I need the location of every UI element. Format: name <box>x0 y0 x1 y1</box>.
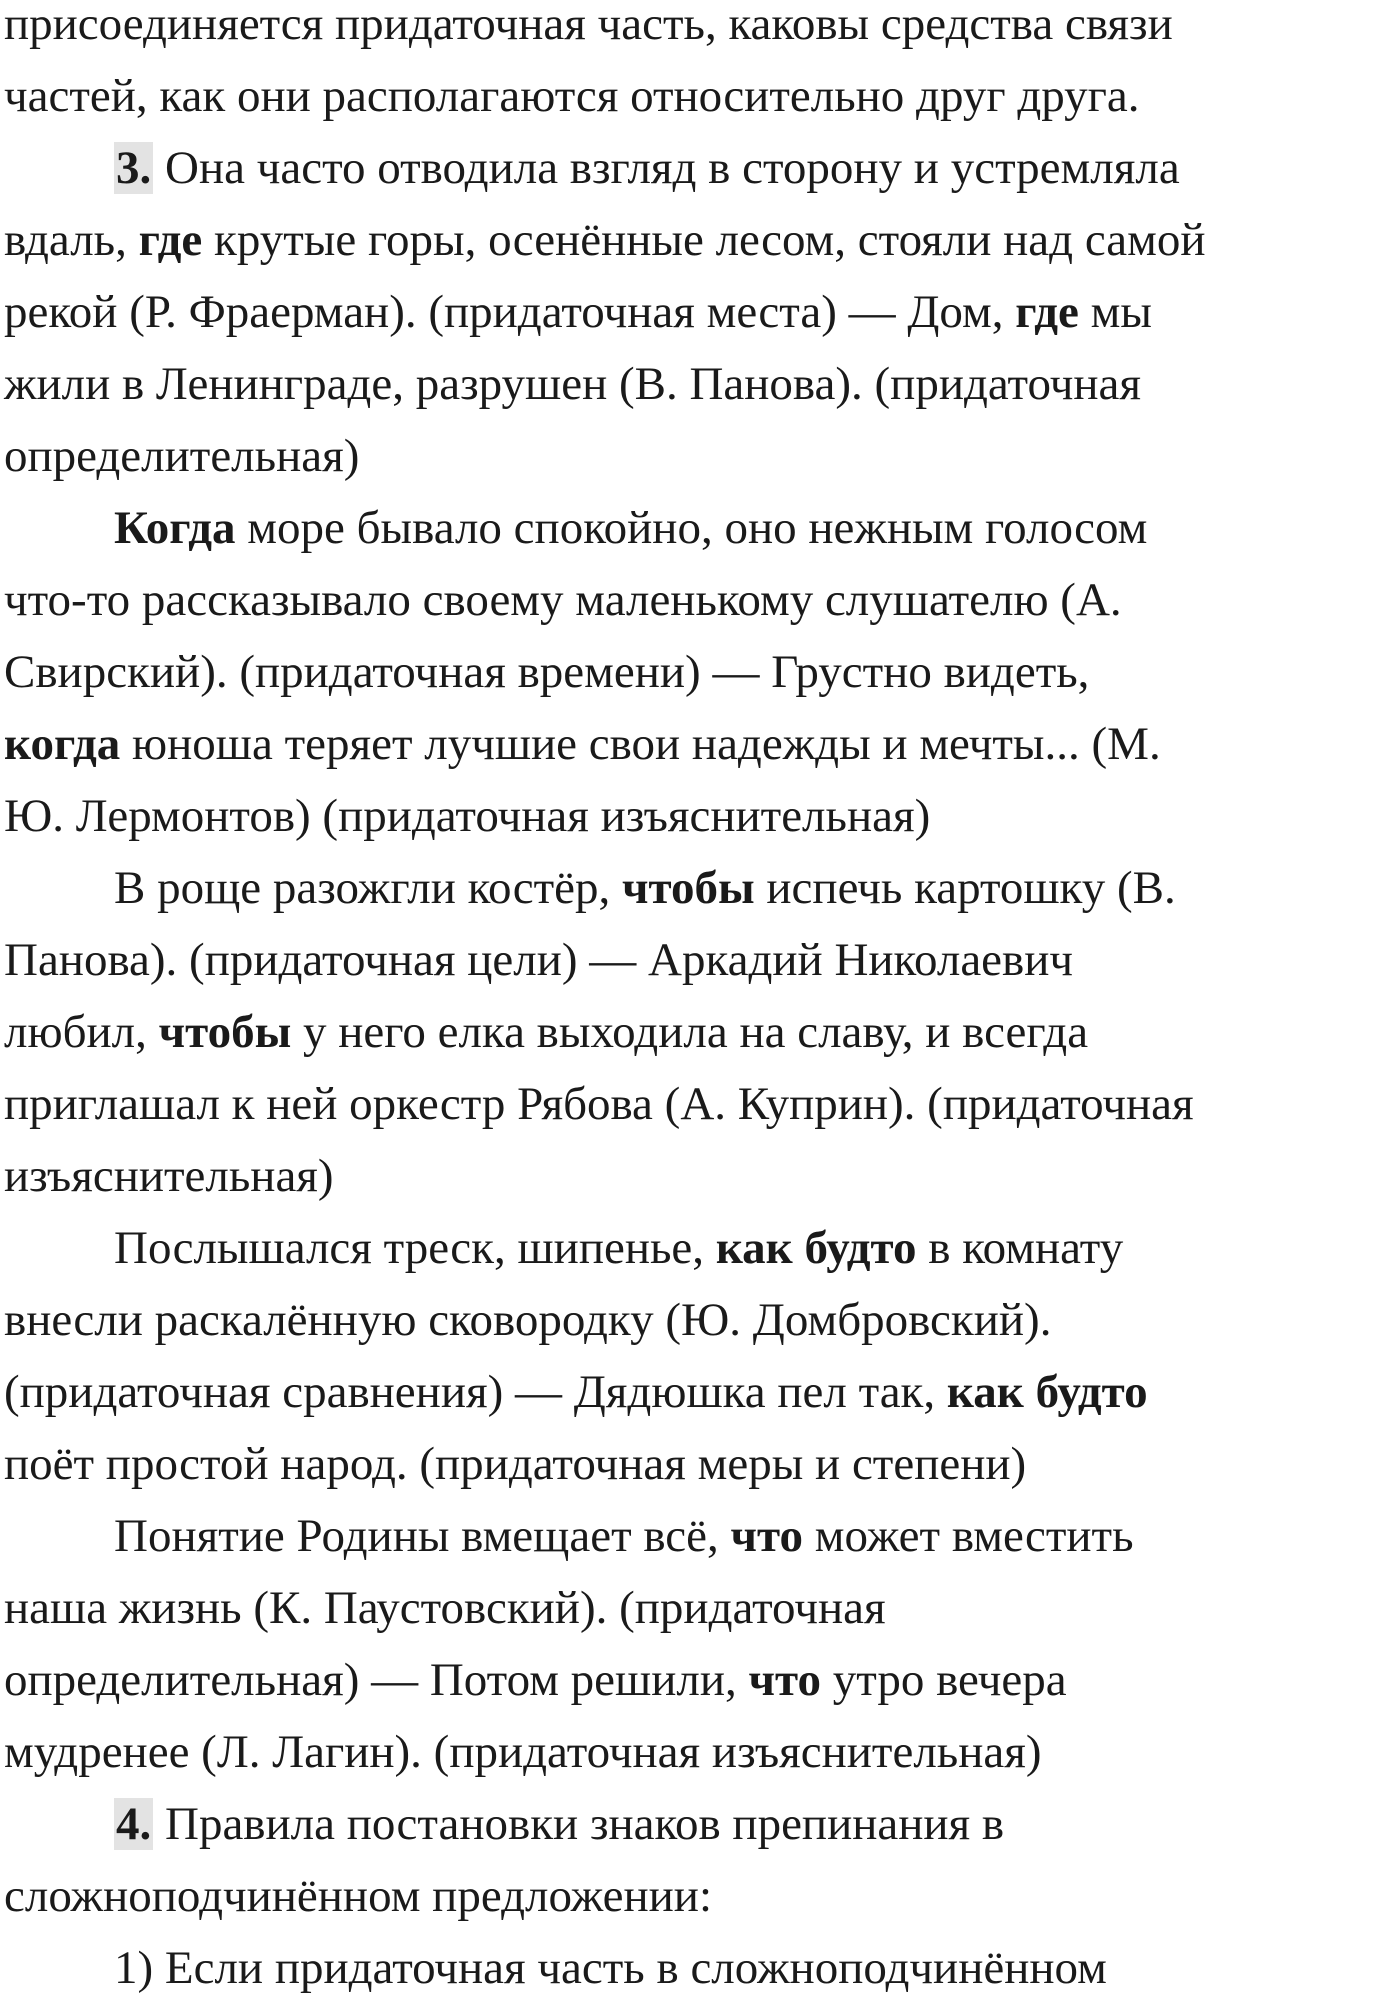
text-segment: внесли раскалённую сковородку (Ю. Домбровский). <box>4 1294 1052 1346</box>
text-line <box>4 1644 1394 1716</box>
text-line <box>4 996 1394 1068</box>
item-number: 3. <box>116 142 152 194</box>
text-segment: наша жизнь (К. Паустовский). (придаточная <box>4 1582 886 1634</box>
bold-keyword: когда <box>4 718 121 770</box>
text-line <box>4 1860 1394 1932</box>
text-line <box>4 420 1394 492</box>
item-number: 4. <box>116 1798 152 1850</box>
bold-keyword: как будто <box>715 1222 917 1274</box>
text-line <box>4 1356 1394 1428</box>
document-text <box>4 0 1394 2004</box>
bold-keyword: чтобы <box>158 1006 292 1058</box>
text-segment: в комнату <box>916 1222 1124 1274</box>
text-segment: испечь картошку (В. <box>754 862 1176 914</box>
text-segment: любил, <box>4 1006 159 1058</box>
bold-keyword: что <box>748 1654 821 1706</box>
bold-keyword: что <box>730 1510 803 1562</box>
text-line <box>4 636 1394 708</box>
text-segment: изъяснительная) <box>4 1150 334 1202</box>
text-line <box>4 204 1394 276</box>
text-segment: сложноподчинённом предложении: <box>4 1870 713 1922</box>
text-segment: приглашал к ней оркестр Рябова (А. Куприн). (придаточная <box>4 1078 1194 1130</box>
text-line <box>4 1500 1394 1572</box>
text-line <box>4 1284 1394 1356</box>
text-line <box>4 1068 1394 1140</box>
text-line <box>4 924 1394 996</box>
bold-keyword: где <box>1015 286 1079 338</box>
bold-keyword: чтобы <box>621 862 755 914</box>
text-line <box>4 1788 1394 1860</box>
bold-keyword: где <box>138 214 203 266</box>
text-segment: Она часто отводила взгляд в сторону и устремляла <box>153 142 1180 194</box>
text-line <box>4 492 1394 564</box>
text-line <box>4 1140 1394 1212</box>
text-segment: у него елка выходила на славу, и всегда <box>291 1006 1089 1058</box>
text-segment: В роще разожгли костёр, <box>114 862 622 914</box>
text-segment: что-то рассказывало своему маленькому слушателю (А. <box>4 574 1122 626</box>
text-line <box>4 708 1394 780</box>
text-segment: (придаточная сравнения) — Дядюшка пел так, <box>4 1366 947 1418</box>
text-segment: крутые горы, осенённые лесом, стояли над самой <box>202 214 1206 266</box>
text-segment: вдаль, <box>4 214 139 266</box>
text-line <box>4 132 1394 204</box>
text-line <box>4 348 1394 420</box>
text-segment: Ю. Лермонтов) (придаточная изъяснительная) <box>4 790 931 842</box>
bold-keyword: как будто <box>946 1366 1148 1418</box>
text-segment: Послышался треск, шипенье, <box>114 1222 716 1274</box>
text-segment: поёт простой народ. (придаточная меры и степени) <box>4 1438 1027 1490</box>
text-segment: утро вечера <box>820 1654 1067 1706</box>
text-segment: Свирский). (придаточная времени) — Грустно видеть, <box>4 646 1090 698</box>
text-line <box>4 852 1394 924</box>
document-page <box>4 0 1394 2004</box>
text-segment: юноша теряет лучшие свои надежды и мечты... (М. <box>120 718 1161 770</box>
text-line <box>4 1932 1394 2004</box>
bold-keyword: Когда <box>114 502 236 554</box>
text-line <box>4 1572 1394 1644</box>
text-line <box>4 1212 1394 1284</box>
text-segment: 1) Если придаточная часть в сложноподчинённом <box>114 1942 1107 1994</box>
text-segment: присоединяется придаточная часть, каковы средства связи <box>4 0 1173 50</box>
text-segment: Понятие Родины вмещает всё, <box>114 1510 731 1562</box>
text-segment: мудренее (Л. Лагин). (придаточная изъяснительная) <box>4 1726 1042 1778</box>
text-segment: Панова). (придаточная цели) — Аркадий Николаевич <box>4 934 1074 986</box>
text-line <box>4 1716 1394 1788</box>
text-segment: частей, как они располагаются относительно друг друга. <box>4 70 1140 122</box>
text-segment: определительная) <box>4 430 360 482</box>
text-segment: рекой (Р. Фраерман). (придаточная места) — Дом, <box>4 286 1016 338</box>
text-line <box>4 780 1394 852</box>
text-segment: жили в Ленинграде, разрушен (В. Панова). (придаточная <box>4 358 1141 410</box>
text-line <box>4 0 1394 60</box>
text-line <box>4 60 1394 132</box>
text-segment: море бывало спокойно, оно нежным голосом <box>235 502 1148 554</box>
text-segment: мы <box>1078 286 1152 338</box>
text-segment: может вместить <box>803 1510 1134 1562</box>
text-line <box>4 1428 1394 1500</box>
text-line <box>4 276 1394 348</box>
text-line <box>4 564 1394 636</box>
text-segment: определительная) — Потом решили, <box>4 1654 749 1706</box>
text-segment: Правила постановки знаков препинания в <box>153 1798 1005 1850</box>
